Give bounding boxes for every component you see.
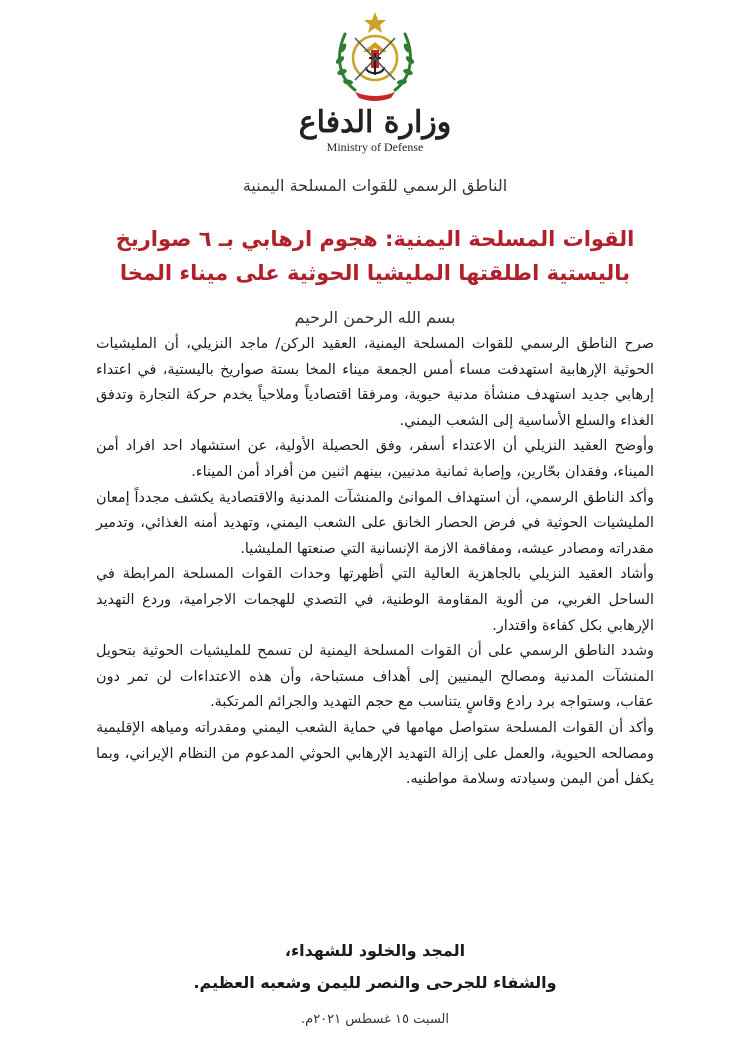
statement-body	[96, 332, 654, 793]
paragraph: وأكد أن القوات المسلحة ستواصل مهامها في حماية الشعب اليمني ومقدراته ومياهه الإقليمية ومصالحه الحيوية، والعمل على إزالة التهديد الإرهابي الحوثي المدعوم من النظام الإيراني، وبما يكفل أمن اليمن وسيادته وسلامة مواطنيه.	[96, 719, 654, 788]
dateline: السبت ١٥ غسطس ٢٠٢١م.	[301, 1012, 449, 1027]
headline-line-2: باليستية اطلقتها المليشيا الحوثية على ميناء المخا	[119, 261, 631, 285]
closing-remarks	[0, 935, 750, 999]
headline	[80, 222, 670, 290]
ministry-name-arabic: وزارة الدفاع	[298, 105, 452, 140]
basmala: بسم الله الرحمن الرحيم	[294, 308, 456, 327]
paragraph: وأوضح العقيد النزيلي أن الاعتداء أسفر، وفق الحصيلة الأولية، عن استشهاد احد افراد أمن الميناء، وفقدان بحّارين، وإصابة ثمانية مدنيين، بينهم اثنين من أفراد أمن الميناء.	[96, 438, 654, 480]
ministry-name-english: Ministry of Defense	[326, 140, 424, 154]
paragraph: وأشاد العقيد النزيلي بالجاهزية العالية التي أظهرتها وحدات القوات المسلحة المرابطة في الساحل الغربي، من ألوية المقاومة الوطنية، في التصدي للهجمات الاجرامية، وردع التهديد الإرهابي بكل كفاءة واقتدار.	[96, 566, 654, 634]
ministry-emblem-icon	[325, 8, 425, 104]
spokesman-title: الناطق الرسمي للقوات المسلحة اليمنية	[242, 176, 508, 195]
headline-line-1: القوات المسلحة اليمنية: هجوم ارهابي بـ ٦ صواريخ	[115, 227, 635, 251]
paragraph: وأكد الناطق الرسمي، أن استهداف الموانئ والمنشآت المدنية والاقتصادية يكشف مجدداً إمعان المليشيات الحوثية في فرض الحصار الخانق على الشعب اليمني، وتهديد أمنه الغذائي، وتدمير مقدراته ومصادر عيشه، ومفاقمة الازمة الإنسانية التي صنعتها المليشيا.	[96, 489, 654, 557]
closing-line-1: المجد والخلود للشهداء،	[284, 941, 466, 960]
paragraph: صرح الناطق الرسمي للقوات المسلحة اليمنية، العقيد الركن/ ماجد النزيلي، أن المليشيات الحوثية الإرهابية استهدفت مساء أمس الجمعة ميناء المخا بستة صواريخ باليستية، في اعتداء إرهابي جديد استهدف منشأة مدنية حيوية، ومرفقا اقتصادياً وملاحياً يخدم حركة التجارة وتدفق الغذاء والسلع الأساسية إلى الشعب اليمني.	[96, 336, 654, 429]
closing-line-2: والشفاء للجرحى والنصر لليمن وشعبه العظيم.	[193, 973, 557, 992]
paragraph: وشدد الناطق الرسمي على أن القوات المسلحة اليمنية لن تسمح للمليشيات الحوثية بتحويل المنشآت المدنية ومصالح اليمنيين إلى أهداف مستباحة، وأن هذه الاعتداءات لن تمر دون عقاب، وستواجه برد رادع وقاسٍ يتناسب مع حجم التهديد والجرائم المرتكبة.	[96, 643, 654, 711]
